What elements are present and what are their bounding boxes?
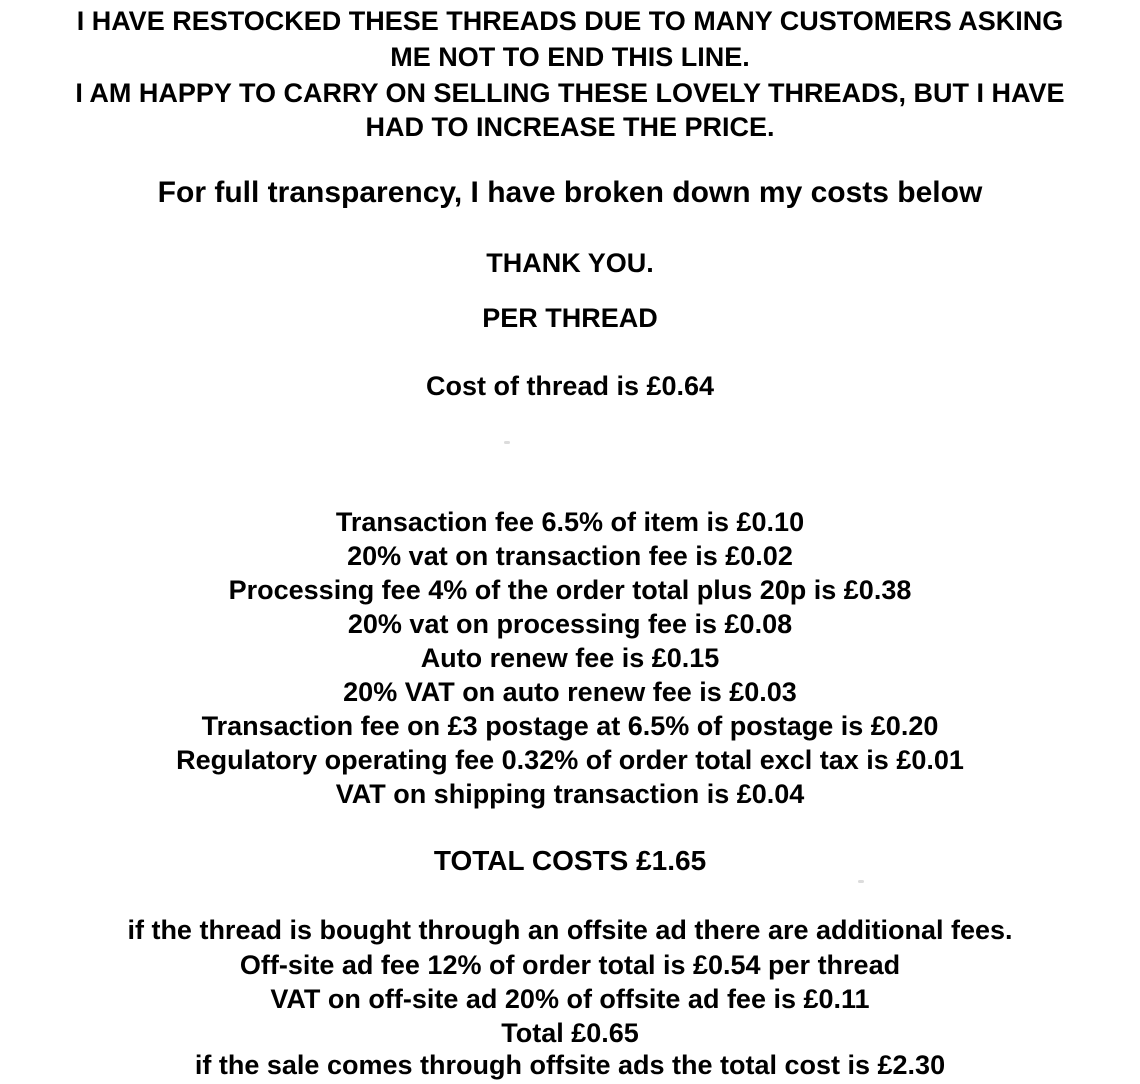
total-costs: TOTAL COSTS £1.65	[433, 845, 707, 876]
cost-of-thread: Cost of thread is £0.64	[425, 371, 715, 401]
fee-line: Transaction fee 6.5% of item is £0.10	[335, 507, 805, 537]
fee-line: VAT on shipping transaction is £0.04	[335, 779, 805, 809]
notice-line-4: HAD TO INCREASE THE PRICE.	[365, 112, 775, 142]
offsite-line: Off-site ad fee 12% of order total is £0.54 per thread	[239, 950, 901, 980]
notice-line-2: ME NOT TO END THIS LINE.	[390, 42, 750, 72]
fee-line: 20% vat on processing fee is £0.08	[347, 609, 793, 639]
speck	[858, 880, 864, 883]
fee-line: Regulatory operating fee 0.32% of order total excl tax is £0.01	[176, 745, 964, 775]
per-thread-heading: PER THREAD	[482, 303, 658, 333]
fee-line: Processing fee 4% of the order total plus 20p is £0.38	[228, 575, 912, 605]
transparency-heading: For full transparency, I have broken down my costs below	[157, 176, 983, 209]
fee-line: Transaction fee on £3 postage at 6.5% of postage is £0.20	[201, 711, 939, 741]
fee-line: 20% VAT on auto renew fee is £0.03	[343, 677, 797, 707]
fee-line: Auto renew fee is £0.15	[420, 643, 720, 673]
offsite-line: if the sale comes through offsite ads the total cost is £2.30	[194, 1050, 946, 1080]
notice-line-1: I HAVE RESTOCKED THESE THREADS DUE TO MANY CUSTOMERS ASKING	[76, 6, 1064, 36]
offsite-line: if the thread is bought through an offsite ad there are additional fees.	[127, 915, 1013, 945]
offsite-total: Total £0.65	[501, 1018, 639, 1048]
speck	[504, 441, 510, 444]
notice-line-3: I AM HAPPY TO CARRY ON SELLING THESE LOVELY THREADS, BUT I HAVE	[75, 78, 1065, 108]
thank-you-text: THANK YOU.	[486, 248, 654, 278]
offsite-line: VAT on off-site ad 20% of offsite ad fee is £0.11	[270, 984, 870, 1014]
fee-line: 20% vat on transaction fee is £0.02	[347, 541, 793, 571]
